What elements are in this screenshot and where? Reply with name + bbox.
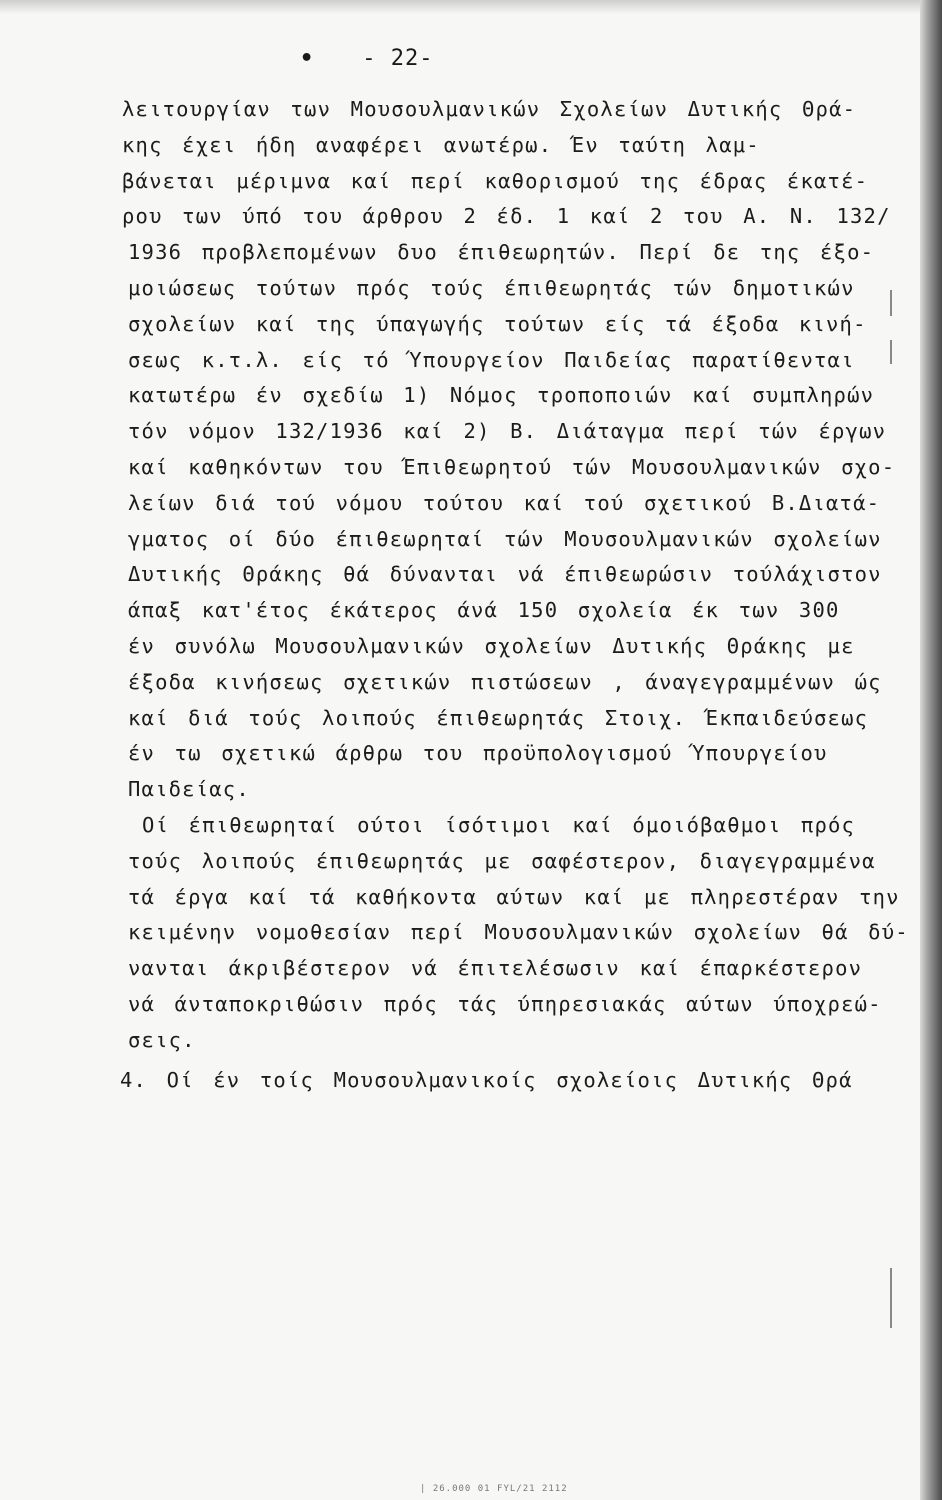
text-line: νανται άκριβέστερον νά έπιτελέσωσιν καί έπαρκέστερον	[128, 956, 863, 981]
text-line: άπαξ κατ'έτος έκάτερος άνά 150 σχολεία έκ των 300	[128, 598, 840, 623]
text-line: βάνεται μέριμνα καί περί καθορισμού της έδρας έκατέ-	[122, 168, 869, 193]
text-line: Δυτικής Θράκης θά δύνανται νά έπιθεωρώσιν τούλάχιστον	[128, 562, 882, 587]
header-bullet: •	[300, 46, 315, 71]
text-line: μοιώσεως τούτων πρός τούς έπιθεωρητάς τών δημοτικών	[128, 275, 855, 300]
text-line: κατωτέρω έν σχεδίω 1) Νόμος τροποποιών καί συμπληρών	[128, 383, 875, 408]
text-line: έν συνόλω Μουσουλμανικών σχολείων Δυτικής Θράκης με	[128, 633, 855, 658]
margin-mark	[890, 1268, 892, 1328]
text-line: τόν νόμον 132/1936 καί 2) Β. Διάταγμα περί τών έργων	[128, 419, 887, 444]
text-line: έν τω σχετικώ άρθρω του προϋπολογισμού Ύπουργείου	[128, 741, 828, 766]
text-line: κης έχει ήδη αναφέρει ανωτέρω. Έν ταύτη λαμ-	[122, 132, 760, 157]
text-line: Οί έπιθεωρηταί ούτοι ίσότιμοι καί όμοιόβαθμοι πρός	[142, 812, 856, 837]
text-line: γματος οί δύο έπιθεωρηταί τών Μουσουλμανικών σχολείων	[128, 526, 882, 551]
text-line: Παιδείας.	[128, 777, 250, 802]
text-line: κειμένην νομοθεσίαν περί Μουσουλμανικών σχολείων θά δύ-	[128, 920, 909, 945]
text-line: έξοδα κινήσεως σχετικών πιστώσεων , άναγεγραμμένων ώς	[128, 669, 882, 694]
footer-stamp: | 26.000 01 FYL/21 2112	[420, 1484, 568, 1494]
text-line: νά άνταποκριθώσιν πρός τάς ύπηρεσιακάς αύτων ύποχρεώ-	[128, 991, 882, 1016]
text-line: λείων διά τού νόμου τούτου καί τού σχετικού Β.Διατά-	[128, 490, 881, 515]
text-line: ρου των ύπό του άρθρου 2 έδ. 1 καί 2 του Α. Ν. 132/	[122, 204, 891, 229]
book-binding-edge	[920, 0, 942, 1500]
text-line: σεως κ.τ.λ. είς τό Ύπουργείον Παιδείας παρατίθενται	[128, 347, 855, 372]
text-line: σχολείων καί της ύπαγωγής τούτων είς τά έξοδα κινή-	[128, 311, 867, 336]
text-line: 4. Οί έν τοίς Μουσουλμανικοίς σχολείοις Δυτικής Θρά	[120, 1067, 853, 1092]
page-top-shadow	[0, 0, 920, 14]
page-number: - 22-	[362, 46, 434, 71]
text-line: σεις.	[128, 1027, 196, 1052]
text-line: 1936 προβλεπομένων δυο έπιθεωρητών. Περί δε της έξο-	[128, 240, 875, 265]
text-line: τούς λοιπούς έπιθεωρητάς με σαφέστερον, διαγεγραμμένα	[128, 848, 876, 873]
document-body	[118, 92, 908, 1098]
page-header	[300, 46, 433, 71]
text-line: τά έργα καί τά καθήκοντα αύτων καί με πληρεστέραν την	[128, 884, 900, 909]
margin-mark	[890, 290, 892, 316]
margin-mark	[890, 340, 892, 364]
text-line: καί διά τούς λοιπούς έπιθεωρητάς Στοιχ. Έκπαιδεύσεως	[128, 705, 869, 730]
text-line: καί καθηκόντων του Έπιθεωρητού τών Μουσουλμανικών σχο-	[128, 454, 896, 479]
text-line: λειτουργίαν των Μουσουλμανικών Σχολείων Δυτικής Θρά-	[122, 97, 857, 121]
